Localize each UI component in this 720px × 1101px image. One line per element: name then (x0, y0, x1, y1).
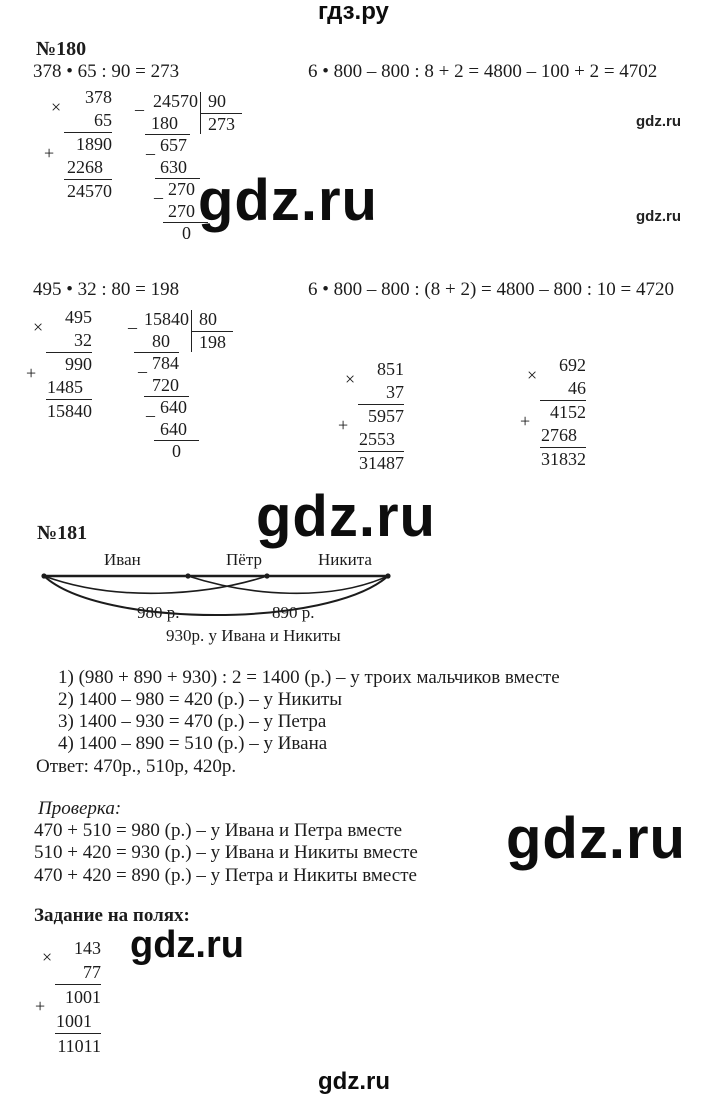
times-sign: × (33, 317, 44, 337)
division-step: 630 (160, 157, 187, 177)
solution-step-3: 3) 1400 – 930 = 470 (р.) – у Петра (58, 711, 327, 732)
division-remainder: 0 (172, 441, 181, 461)
partial-product-2: 2553 (359, 429, 395, 449)
multiplicand: 851 (377, 359, 404, 379)
column-multiplication-378x65 (44, 86, 112, 203)
column-multiplication-692x46 (520, 354, 586, 471)
diagram-name-nikita: Никита (318, 550, 372, 569)
division-remainder: 0 (182, 223, 191, 243)
gdz-watermark-large: gdz.ru (506, 806, 686, 871)
partial-product-2: 1001 (56, 1011, 92, 1031)
plus-sign: + (520, 411, 531, 431)
partial-product-1: 5957 (358, 404, 404, 428)
column-multiplication-851x37 (338, 358, 404, 475)
quotient: 273 (208, 114, 235, 134)
divisor: 90 (208, 91, 226, 111)
division-step: 640 (160, 397, 187, 417)
partial-product-1: 1890 (64, 132, 112, 156)
division-step: 180 (151, 113, 178, 133)
multiplier: 65 (94, 110, 112, 130)
times-sign: × (527, 365, 538, 385)
minus-sign: – (138, 361, 147, 381)
plus-sign: + (338, 415, 349, 435)
multiplier: 77 (83, 962, 101, 982)
partial-product-1: 990 (46, 352, 92, 376)
division-step: 270 (168, 179, 195, 199)
partial-product-1: 4152 (540, 400, 586, 424)
times-sign: × (345, 369, 356, 389)
check-line-1: 470 + 510 = 980 (р.) – у Ивана и Петра вместе (34, 820, 403, 841)
partial-product-2: 2268 (67, 157, 103, 177)
diagram-label-930: 930р. у Ивана и Никиты (166, 626, 341, 645)
plus-sign: + (35, 996, 46, 1016)
product-total: 31832 (541, 449, 586, 469)
gdz-watermark-large: gdz.ru (198, 168, 378, 233)
multiplier: 32 (74, 330, 92, 350)
divisor: 80 (199, 309, 217, 329)
check-title: Проверка: (38, 798, 122, 819)
diagram-name-ivan: Иван (104, 550, 141, 569)
arc-petr-nikita-890 (188, 576, 388, 593)
answer-line: Ответ: 470р., 510р, 420р. (36, 756, 237, 777)
partial-product-2: 1485 (47, 377, 83, 397)
plus-sign: + (44, 143, 55, 163)
times-sign: × (51, 97, 62, 117)
column-multiplication-143x77 (35, 936, 101, 1058)
check-line-3: 470 + 420 = 890 (р.) – у Петра и Никиты вместе (34, 865, 417, 886)
partial-product-1: 1001 (55, 984, 101, 1009)
solution-step-4: 4) 1400 – 890 = 510 (р.) – у Ивана (58, 733, 328, 754)
equation-378x65: 378 • 65 : 90 = 273 (33, 61, 180, 82)
equation-6x800-v2: 6 • 800 – 800 : (8 + 2) = 4800 – 800 : 10 = 4720 (308, 279, 675, 300)
equation-495x32: 495 • 32 : 80 = 198 (33, 279, 180, 300)
problem-180-number: №180 (36, 38, 87, 60)
diagram-name-petr: Пётр (226, 550, 262, 569)
solution-step-2: 2) 1400 – 980 = 420 (р.) – у Никиты (58, 689, 343, 710)
site-header-logo: гдз.ру (318, 0, 389, 25)
gdz-watermark-large: gdz.ru (256, 484, 436, 549)
gdz-watermark-small: gdz.ru (636, 113, 681, 130)
division-step: 270 (168, 201, 195, 221)
partial-product-2: 2768 (541, 425, 577, 445)
column-multiplication-495x32 (26, 306, 92, 423)
multiplicand: 692 (559, 355, 586, 375)
multiplicand: 378 (85, 87, 112, 107)
check-line-2: 510 + 420 = 930 (р.) – у Ивана и Никиты вместе (34, 842, 418, 863)
product-total: 24570 (64, 179, 112, 203)
equation-6x800-v1: 6 • 800 – 800 : 8 + 2 = 4800 – 100 + 2 = 4702 (308, 61, 658, 82)
site-footer-logo: gdz.ru (318, 1068, 390, 1095)
multiplier: 46 (568, 378, 586, 398)
division-step: 640 (160, 419, 187, 439)
minus-sign: – (128, 317, 137, 337)
minus-sign: – (135, 99, 144, 119)
arc-ivan-petr-980 (44, 576, 267, 593)
product-total: 11011 (55, 1033, 101, 1058)
gdz-watermark-medium: gdz.ru (130, 924, 244, 966)
dividend: 24570 (153, 91, 198, 111)
division-step: 784 (152, 353, 179, 373)
minus-sign: – (146, 405, 155, 425)
dividend: 15840 (144, 309, 189, 329)
diagram-label-980: 980 р. (137, 603, 180, 622)
arc-ivan-nikita-930 (44, 576, 388, 615)
solution-step-1: 1) (980 + 890 + 930) : 2 = 1400 (р.) – у троих мальчиков вместе (58, 667, 560, 688)
multiplier: 37 (386, 382, 404, 402)
multiplicand: 495 (65, 307, 92, 327)
plus-sign: + (26, 363, 37, 383)
product-total: 15840 (47, 401, 92, 421)
multiplicand: 143 (74, 938, 101, 958)
times-sign: × (42, 947, 53, 967)
division-step: 80 (152, 331, 170, 351)
gdz-watermark-small: gdz.ru (636, 208, 681, 225)
diagram-label-890: 890 р. (272, 603, 315, 622)
minus-sign: – (146, 143, 155, 163)
margin-task-title: Задание на полях: (34, 905, 190, 926)
quotient: 198 (199, 332, 226, 352)
division-step: 720 (152, 375, 179, 395)
division-step: 657 (160, 135, 187, 155)
problem-181-number: №181 (37, 522, 88, 544)
minus-sign: – (154, 187, 163, 207)
product-total: 31487 (359, 453, 404, 473)
